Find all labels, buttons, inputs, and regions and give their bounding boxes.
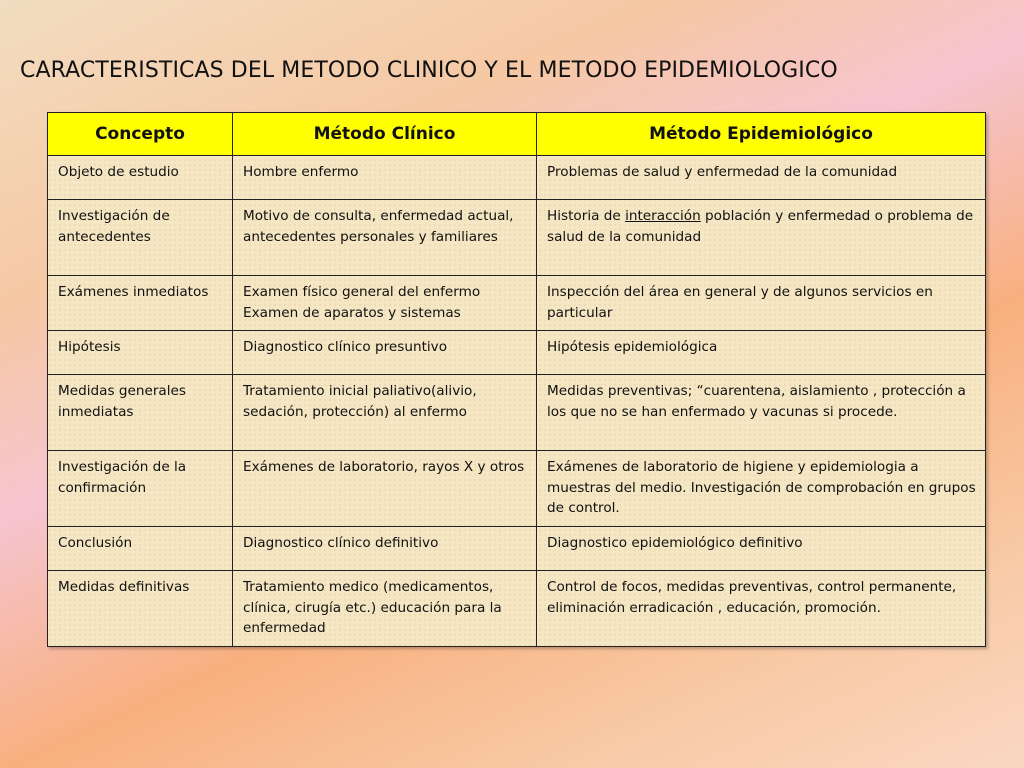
cell-clinico: Diagnostico clínico presuntivo xyxy=(233,331,537,375)
cell-clinico: Hombre enfermo xyxy=(233,156,537,200)
cell-concepto: Hipótesis xyxy=(48,331,233,375)
cell-concepto: Investigación de la confirmación xyxy=(48,451,233,527)
header-metodo-epidemiologico: Método Epidemiológico xyxy=(537,113,986,156)
cell-clinico: Exámenes de laboratorio, rayos X y otros xyxy=(233,451,537,527)
table-row xyxy=(48,571,986,647)
cell-text: Historia de xyxy=(547,208,626,224)
header-concepto: Concepto xyxy=(48,113,233,156)
cell-concepto: Medidas generales inmediatas xyxy=(48,375,233,451)
cell-line: Examen físico general del enfermo xyxy=(243,284,481,300)
cell-epidemiologico: Diagnostico epidemiológico definitivo xyxy=(537,527,986,571)
table-row xyxy=(48,276,986,331)
cell-epidemiologico: Medidas preventivas; “cuarentena, aislamiento , protección a los que no se han enfermado y vacunas si procede. xyxy=(537,375,986,451)
comparison-table xyxy=(47,112,986,647)
cell-concepto: Investigación de antecedentes xyxy=(48,200,233,276)
cell-line: Examen de aparatos y sistemas xyxy=(243,304,461,321)
underlined-text: interacción xyxy=(625,208,701,224)
cell-clinico: Tratamiento inicial paliativo(alivio, sedación, protección) al enfermo xyxy=(233,375,537,451)
cell-concepto: Objeto de estudio xyxy=(48,156,233,200)
cell-clinico: Tratamiento medico (medicamentos, clínica, cirugía etc.) educación para la enfermedad xyxy=(233,571,537,647)
table-row xyxy=(48,200,986,276)
table-row xyxy=(48,375,986,451)
table-row xyxy=(48,527,986,571)
slide-title: CARACTERISTICAS DEL METODO CLINICO Y EL METODO EPIDEMIOLOGICO xyxy=(20,58,838,83)
header-row xyxy=(48,113,986,156)
cell-concepto: Medidas definitivas xyxy=(48,571,233,647)
cell-epidemiologico: Hipótesis epidemiológica xyxy=(537,331,986,375)
header-metodo-clinico: Método Clínico xyxy=(233,113,537,156)
cell-text: población y enfermedad o problema de salud de la comunidad xyxy=(547,208,974,245)
table-row xyxy=(48,331,986,375)
cell-concepto: Conclusión xyxy=(48,527,233,571)
cell-epidemiologico: Problemas de salud y enfermedad de la comunidad xyxy=(537,156,986,200)
cell-epidemiologico xyxy=(537,200,986,276)
table-row xyxy=(48,156,986,200)
cell-epidemiologico: Inspección del área en general y de algunos servicios en particular xyxy=(537,276,986,331)
cell-epidemiologico: Exámenes de laboratorio de higiene y epidemiologia a muestras del medio. Investigación de comprobación en grupos de control. xyxy=(537,451,986,527)
cell-clinico: Motivo de consulta, enfermedad actual, antecedentes personales y familiares xyxy=(233,200,537,276)
cell-clinico: Diagnostico clínico definitivo xyxy=(233,527,537,571)
cell-concepto: Exámenes inmediatos xyxy=(48,276,233,331)
table-row xyxy=(48,451,986,527)
cell-epidemiologico: Control de focos, medidas preventivas, control permanente, eliminación erradicación , educación, promoción. xyxy=(537,571,986,647)
cell-clinico xyxy=(233,276,537,331)
